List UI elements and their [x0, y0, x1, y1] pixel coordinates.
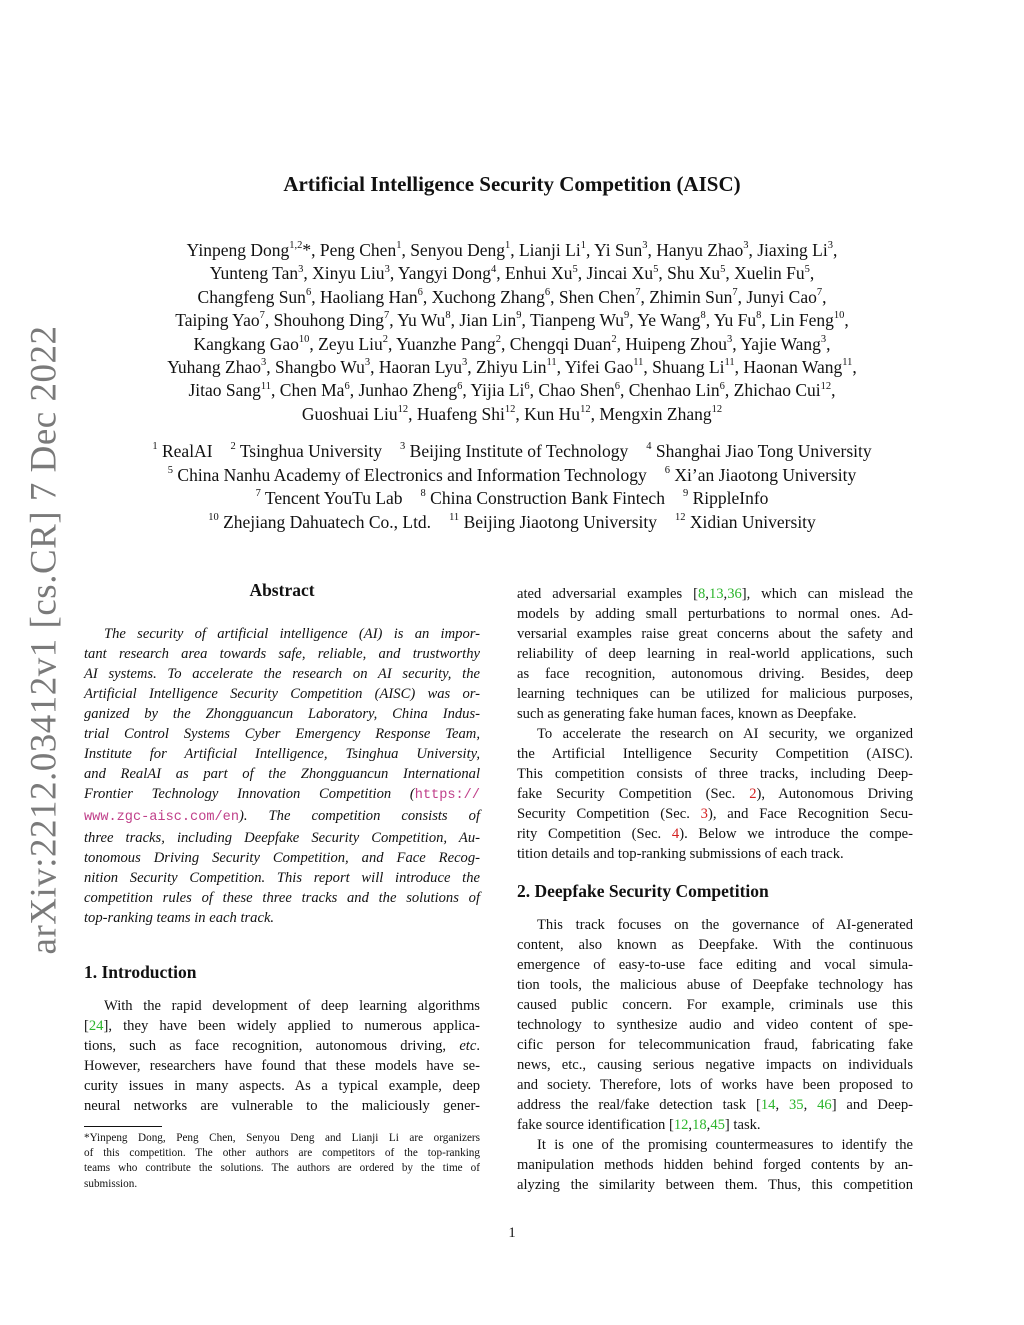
abstract-line: The security of artificial intelligence (AI) is an impor-: [104, 626, 480, 642]
author-line: Yinpeng Dong$^{1,2}$*, Peng Chen$^1$, Senyou Deng$^1$, Lianji Li$^1$, Yi Sun$^3$, Hanyu Zhao$^3$, Jiaxing Li$^3$,: [186, 240, 838, 260]
affiliation-name: Tsinghua University: [235, 441, 383, 461]
affiliation-line: [60, 440, 964, 464]
affiliation-list: [60, 440, 964, 534]
abstract-line: trial Control Systems Cyber Emergency Response Team,: [84, 726, 480, 742]
paragraph-line: models by adding small perturbations to normal ones. Ad-: [517, 606, 913, 622]
abstract-heading: Abstract: [249, 580, 315, 600]
paragraph-line: tions, such as face recognition, autonomous driving, etc.: [84, 1038, 480, 1054]
paragraph-line: This competition consists of three tracks, including Deep-: [517, 766, 913, 782]
paragraph-line: This track focuses on the governance of AI-generated: [537, 917, 913, 933]
abstract-line: tant research area towards safe, reliable, and trustworthy: [84, 646, 480, 662]
affiliation-name: Tencent YouTu Lab: [260, 488, 403, 509]
abstract-line: three tracks, including Deepfake Security Competition, Au-: [84, 830, 480, 846]
footnote-line: of this competition. The other authors are competitors of the top-ranking: [84, 1147, 480, 1160]
affiliation-line: [60, 464, 964, 488]
affiliation-number: 3: [400, 441, 406, 453]
paragraph-line: learning techniques can be utilized for malicious purposes,: [517, 686, 913, 702]
affiliation-item: [675, 512, 816, 532]
author-line: Kangkang Gao$^{10}$, Zeyu Liu$^2$, Yuanzhe Pang$^2$, Chengqi Duan$^2$, Huipeng Zhou$^3$, Yajie Wang$^3$,: [193, 333, 831, 354]
paragraph-line: as face recognition, autonomous driving. Besides, deep: [517, 666, 913, 682]
affiliation-item: [400, 441, 628, 461]
paragraph-line: manipulation methods hidden behind forged contents by an-: [517, 1157, 913, 1173]
affiliation-number: 2: [230, 441, 236, 453]
footnote: [84, 1131, 480, 1192]
affiliation-number: 7: [255, 488, 261, 500]
intro-continued: [517, 584, 913, 864]
abstract-line: competition rules of these three tracks and the solutions of: [84, 890, 480, 906]
author-list: [92, 239, 932, 426]
affiliation-item: [208, 512, 431, 532]
paragraph-line: ated adversarial examples [8,13,36], which can mislead the: [517, 586, 914, 602]
paragraph-line: cific person for telecommunication fraud, fabricating fake: [517, 1037, 913, 1053]
affiliation-item: [168, 465, 647, 485]
paragraph-line: tition details and top-ranking submissions of each track.: [517, 846, 844, 862]
abstract-line: Frontier Technology Innovation Competition (https://: [84, 786, 480, 803]
affiliation-item: [152, 441, 212, 461]
abstract-line: Institute for Artificial Intelligence, Tsinghua University,: [84, 746, 480, 762]
affiliation-name: RippleInfo: [688, 488, 769, 509]
footnote-line: *Yinpeng Dong, Peng Chen, Senyou Deng and Lianji Li are organizers: [84, 1132, 480, 1144]
footnote-rule: [84, 1126, 162, 1127]
paragraph-line: and society. Therefore, lots of works have been proposed to: [517, 1077, 913, 1093]
paragraph-line: fake Security Competition (Sec. 2), Autonomous Driving: [517, 786, 914, 802]
abstract-line: www.zgc-aisc.com/en). The competition consists of: [84, 808, 480, 825]
paragraph-line: tion tools, the malicious abuse of Deepfake technology has: [517, 977, 913, 993]
affiliation-item: [421, 488, 665, 508]
affiliation-number: 11: [449, 511, 460, 523]
paragraph-line: neural networks are vulnerable to the maliciously gener-: [84, 1098, 480, 1114]
abstract-line: AI systems. To accelerate the research on AI security, the: [84, 666, 480, 682]
affiliation-item: [231, 441, 382, 461]
abstract-line: tonomous Driving Security Competition, and Face Recog-: [84, 850, 480, 866]
affiliation-name: Zhejiang Dahuatech Co., Ltd.: [218, 511, 432, 532]
author-line: Taiping Yao$^7$, Shouhong Ding$^7$, Yu Wu$^8$, Jian Lin$^9$, Tianpeng Wu$^9$, Ye Wang$^8$, Yu Fu$^8$, Lin Feng$^{10}$,: [175, 310, 849, 331]
page-number: 1: [508, 1225, 516, 1241]
paragraph-line: It is one of the promising countermeasures to identify the: [537, 1137, 913, 1153]
abstract-line: nition Security Competition. This report will introduce the: [84, 870, 480, 886]
author-line: Jitao Sang$^{11}$, Chen Ma$^6$, Junhao Zheng$^6$, Yijia Li$^6$, Chao Shen$^6$, Chenhao Lin$^6$, Zhichao Cui$^{12}$,: [188, 380, 836, 401]
paragraph-line: rity Competition (Sec. 4). Below we introduce the compe-: [517, 826, 913, 842]
affiliation-item: [256, 488, 403, 508]
author-line: Guoshuai Liu$^{12}$, Huafeng Shi$^{12}$, Kun Hu$^{12}$, Mengxin Zhang$^{12}$: [301, 403, 723, 424]
affiliation-item: [646, 441, 871, 461]
paragraph-line: Security Competition (Sec. 3), and Face Recognition Secu-: [517, 806, 913, 822]
footnote-line: teams who contribute the solutions. The authors are ordered by the time of: [84, 1162, 480, 1175]
affiliation-number: 1: [152, 441, 158, 453]
abstract-line: top-ranking teams in each track.: [84, 910, 275, 926]
paragraph-line: reliability of deep learning in real-world applications, such: [517, 646, 913, 662]
affiliation-number: 4: [646, 441, 652, 453]
paragraph-line: technology to synthesize audio and video content of spe-: [517, 1017, 913, 1033]
abstract-body: [84, 624, 480, 928]
author-line: Changfeng Sun$^6$, Haoliang Han$^6$, Xuchong Zhang$^6$, Shen Chen$^7$, Zhimin Sun$^7$, Junyi Cao$^7$,: [197, 286, 827, 307]
affiliation-name: Xi’an Jiaotong University: [670, 464, 857, 485]
author-line: Yuhang Zhao$^3$, Shangbo Wu$^3$, Haoran Lyu$^3$, Zhiyu Lin$^{11}$, Yifei Gao$^{11}$, Shuang Li$^{11}$, Haonan Wang$^{11}$,: [167, 357, 857, 378]
affiliation-number: 6: [664, 464, 671, 476]
affiliation-name: Shanghai Jiao Tong University: [651, 441, 872, 461]
paper-title: Artificial Intelligence Security Competition (AISC): [283, 172, 741, 196]
section-2-body: [517, 915, 913, 1195]
affiliation-item: [683, 488, 768, 508]
affiliation-item: [449, 512, 657, 532]
affiliation-item: [665, 465, 856, 485]
paragraph-line: alyzing the similarity between them. Thus, this competition: [517, 1177, 913, 1193]
affiliation-number: 10: [208, 511, 219, 523]
paragraph-line: [24], they have been widely applied to numerous applica-: [84, 1018, 480, 1034]
affiliation-name: Beijing Jiaotong University: [459, 511, 658, 532]
affiliation-line: [60, 511, 964, 535]
section-1-body: [84, 996, 480, 1116]
paragraph-line: content, also known as Deepfake. With the continuous: [517, 937, 913, 953]
affiliation-name: Beijing Institute of Technology: [405, 441, 629, 461]
abstract-line: Artificial Intelligence Security Competition (AISC) was or-: [84, 686, 480, 702]
affiliation-name: China Nanhu Academy of Electronics and Information Technology: [173, 464, 647, 485]
affiliation-number: 8: [420, 488, 426, 500]
affiliation-number: 5: [167, 464, 174, 476]
affiliation-name: RealAI: [157, 441, 213, 461]
paragraph-line: such as generating fake human faces, known as Deepfake.: [517, 706, 857, 722]
affiliation-name: Xidian University: [685, 511, 816, 532]
paragraph-line: However, researchers have found that these models have se-: [84, 1058, 480, 1074]
affiliation-line: [60, 487, 964, 511]
paragraph-line: the Artificial Intelligence Security Competition (AISC).: [517, 746, 913, 762]
paragraph-line: emergence of easy-to-use face editing and vocal simula-: [517, 957, 913, 973]
paragraph-line: news, etc., causing serious negative impacts on individuals: [517, 1057, 913, 1073]
abstract-line: and RealAI as part of the Zhongguancun International: [84, 766, 480, 782]
paragraph-line: fake source identification [12,18,45] task.: [517, 1117, 761, 1133]
paragraph-line: address the real/fake detection task [14, 35, 46] and Deep-: [517, 1097, 914, 1113]
arxiv-identifier: arXiv:2212.03412v1 [cs.CR] 7 Dec 2022: [23, 325, 65, 955]
section-2-heading: 2. Deepfake Security Competition: [517, 881, 769, 901]
section-1-heading: 1. Introduction: [84, 962, 197, 982]
affiliation-number: 9: [682, 488, 689, 500]
paragraph-line: With the rapid development of deep learning algorithms: [104, 998, 480, 1014]
abstract-line: ganized by the Zhongguancun Laboratory, China Indus-: [84, 706, 480, 722]
affiliation-number: 12: [675, 511, 686, 523]
affiliation-name: China Construction Bank Fintech: [425, 488, 665, 509]
paragraph-line: To accelerate the research on AI security, we organized: [537, 726, 913, 742]
paragraph-line: versarial examples raise great concerns about the safety and: [517, 626, 913, 642]
paragraph-line: curity issues in many aspects. As a typical example, deep: [84, 1078, 480, 1094]
paragraph-line: caused public concern. For example, criminals use this: [517, 997, 913, 1013]
footnote-line: submission.: [84, 1177, 138, 1190]
author-line: Yunteng Tan$^3$, Xinyu Liu$^3$, Yangyi Dong$^4$, Enhui Xu$^5$, Jincai Xu$^5$, Shu Xu$^5$, Xuelin Fu$^5$,: [209, 263, 815, 284]
